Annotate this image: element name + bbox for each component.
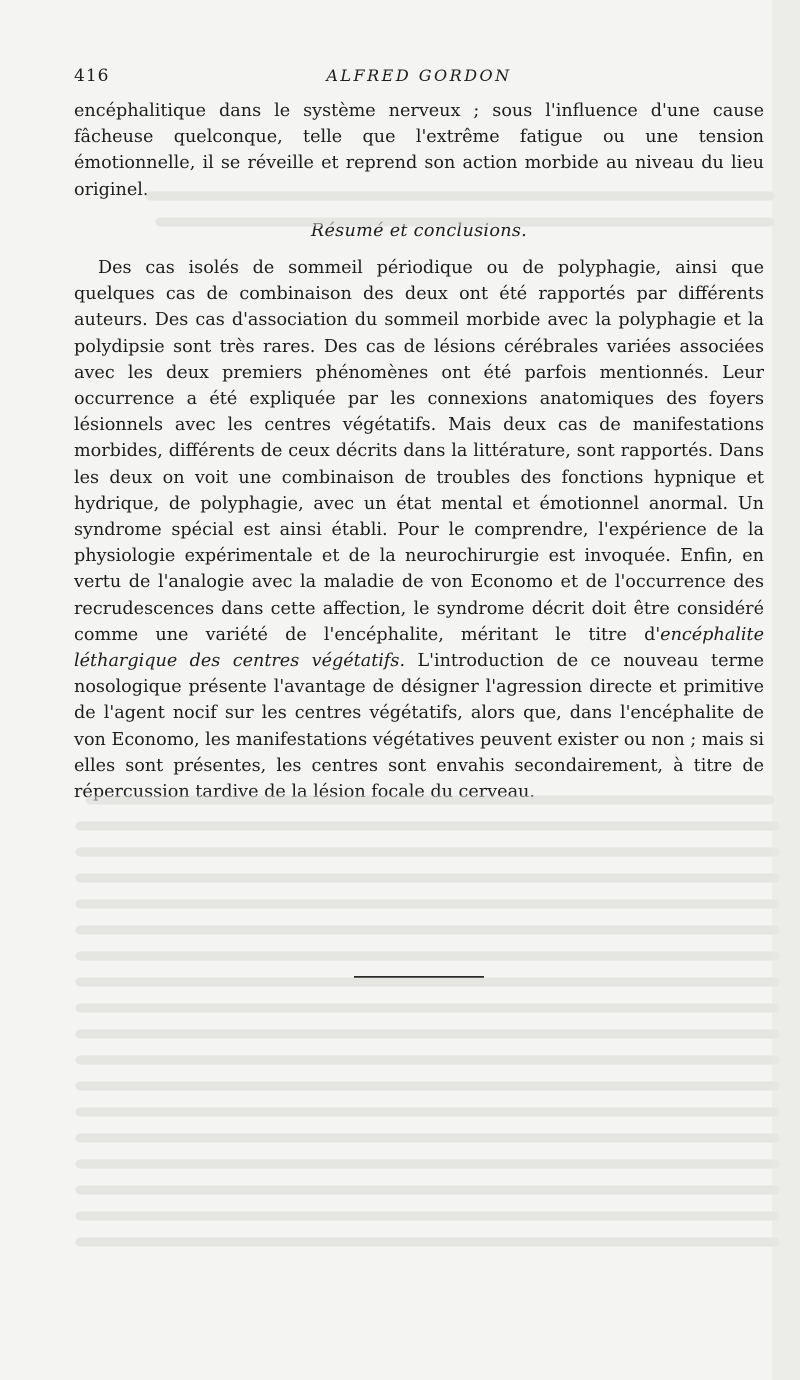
paragraph-summary <box>74 255 764 805</box>
paragraph-continued: encéphalitique dans le système nerveux ; sous l'influence d'une cause fâcheuse quelconque, telle que l'extrême fatigue ou une tension émotionnelle, il se réveille et reprend son action morbide au niveau du lieu originel. <box>74 101 764 200</box>
summary-text-part-2: L'introduction de ce nouveau terme nosologique présente l'avantage de désigner l'agression directe et primitive de l'agent nocif sur les centres végétatifs, alors que, dans l'encéphalite de von Economo, les manifestations végétatives peuvent exister ou non ; mais si elles sont présentes, les centres sont envahis secondairement, à titre de répercussion tardive de la lésion focale du cerveau. <box>74 651 765 803</box>
section-heading: Résumé et conclusions. <box>310 220 528 241</box>
page-number: 416 <box>74 66 110 86</box>
running-head-author: ALFRED GORDON <box>326 66 512 85</box>
end-rule-divider <box>354 976 484 978</box>
body-text <box>74 98 764 805</box>
proposed-term: encéphalite léthargique des centres végétatifs. <box>74 624 764 672</box>
page-header <box>74 66 764 94</box>
summary-text-part-1: Des cas isolés de sommeil périodique ou de polyphagie, ainsi que quelques cas de combinaison des deux ont été rapportés par différents auteurs. Des cas d'association du sommeil morbide avec la polyphagie et la polydipsie sont très rares. Des cas de lésions cérébrales variées associées avec les deux premiers phénomènes ont été parfois mentionnés. Leur occurrence a été expliquée par les connexions anatomiques des foyers lésionnels avec les centres végétatifs. Mais deux cas de manifestations morbides, différents de ceux décrits dans la littérature, sont rapportés. Dans les deux on voit une combinaison de troubles des fonctions hypnique et hydrique, de polyphagie, avec un état mental et émotionnel anormal. Un syndrome spécial est ainsi établi. Pour le comprendre, l'expérience de la physiologie expérimentale et de la neurochirurgie est invoquée. Enfin, en vertu de l'analogie avec la maladie de von Economo et de l'occurrence des recrudescences dans cette affection, le syndrome décrit doit être considéré comme une variété de l'encéphalite, méritant le titre d' <box>74 258 764 645</box>
